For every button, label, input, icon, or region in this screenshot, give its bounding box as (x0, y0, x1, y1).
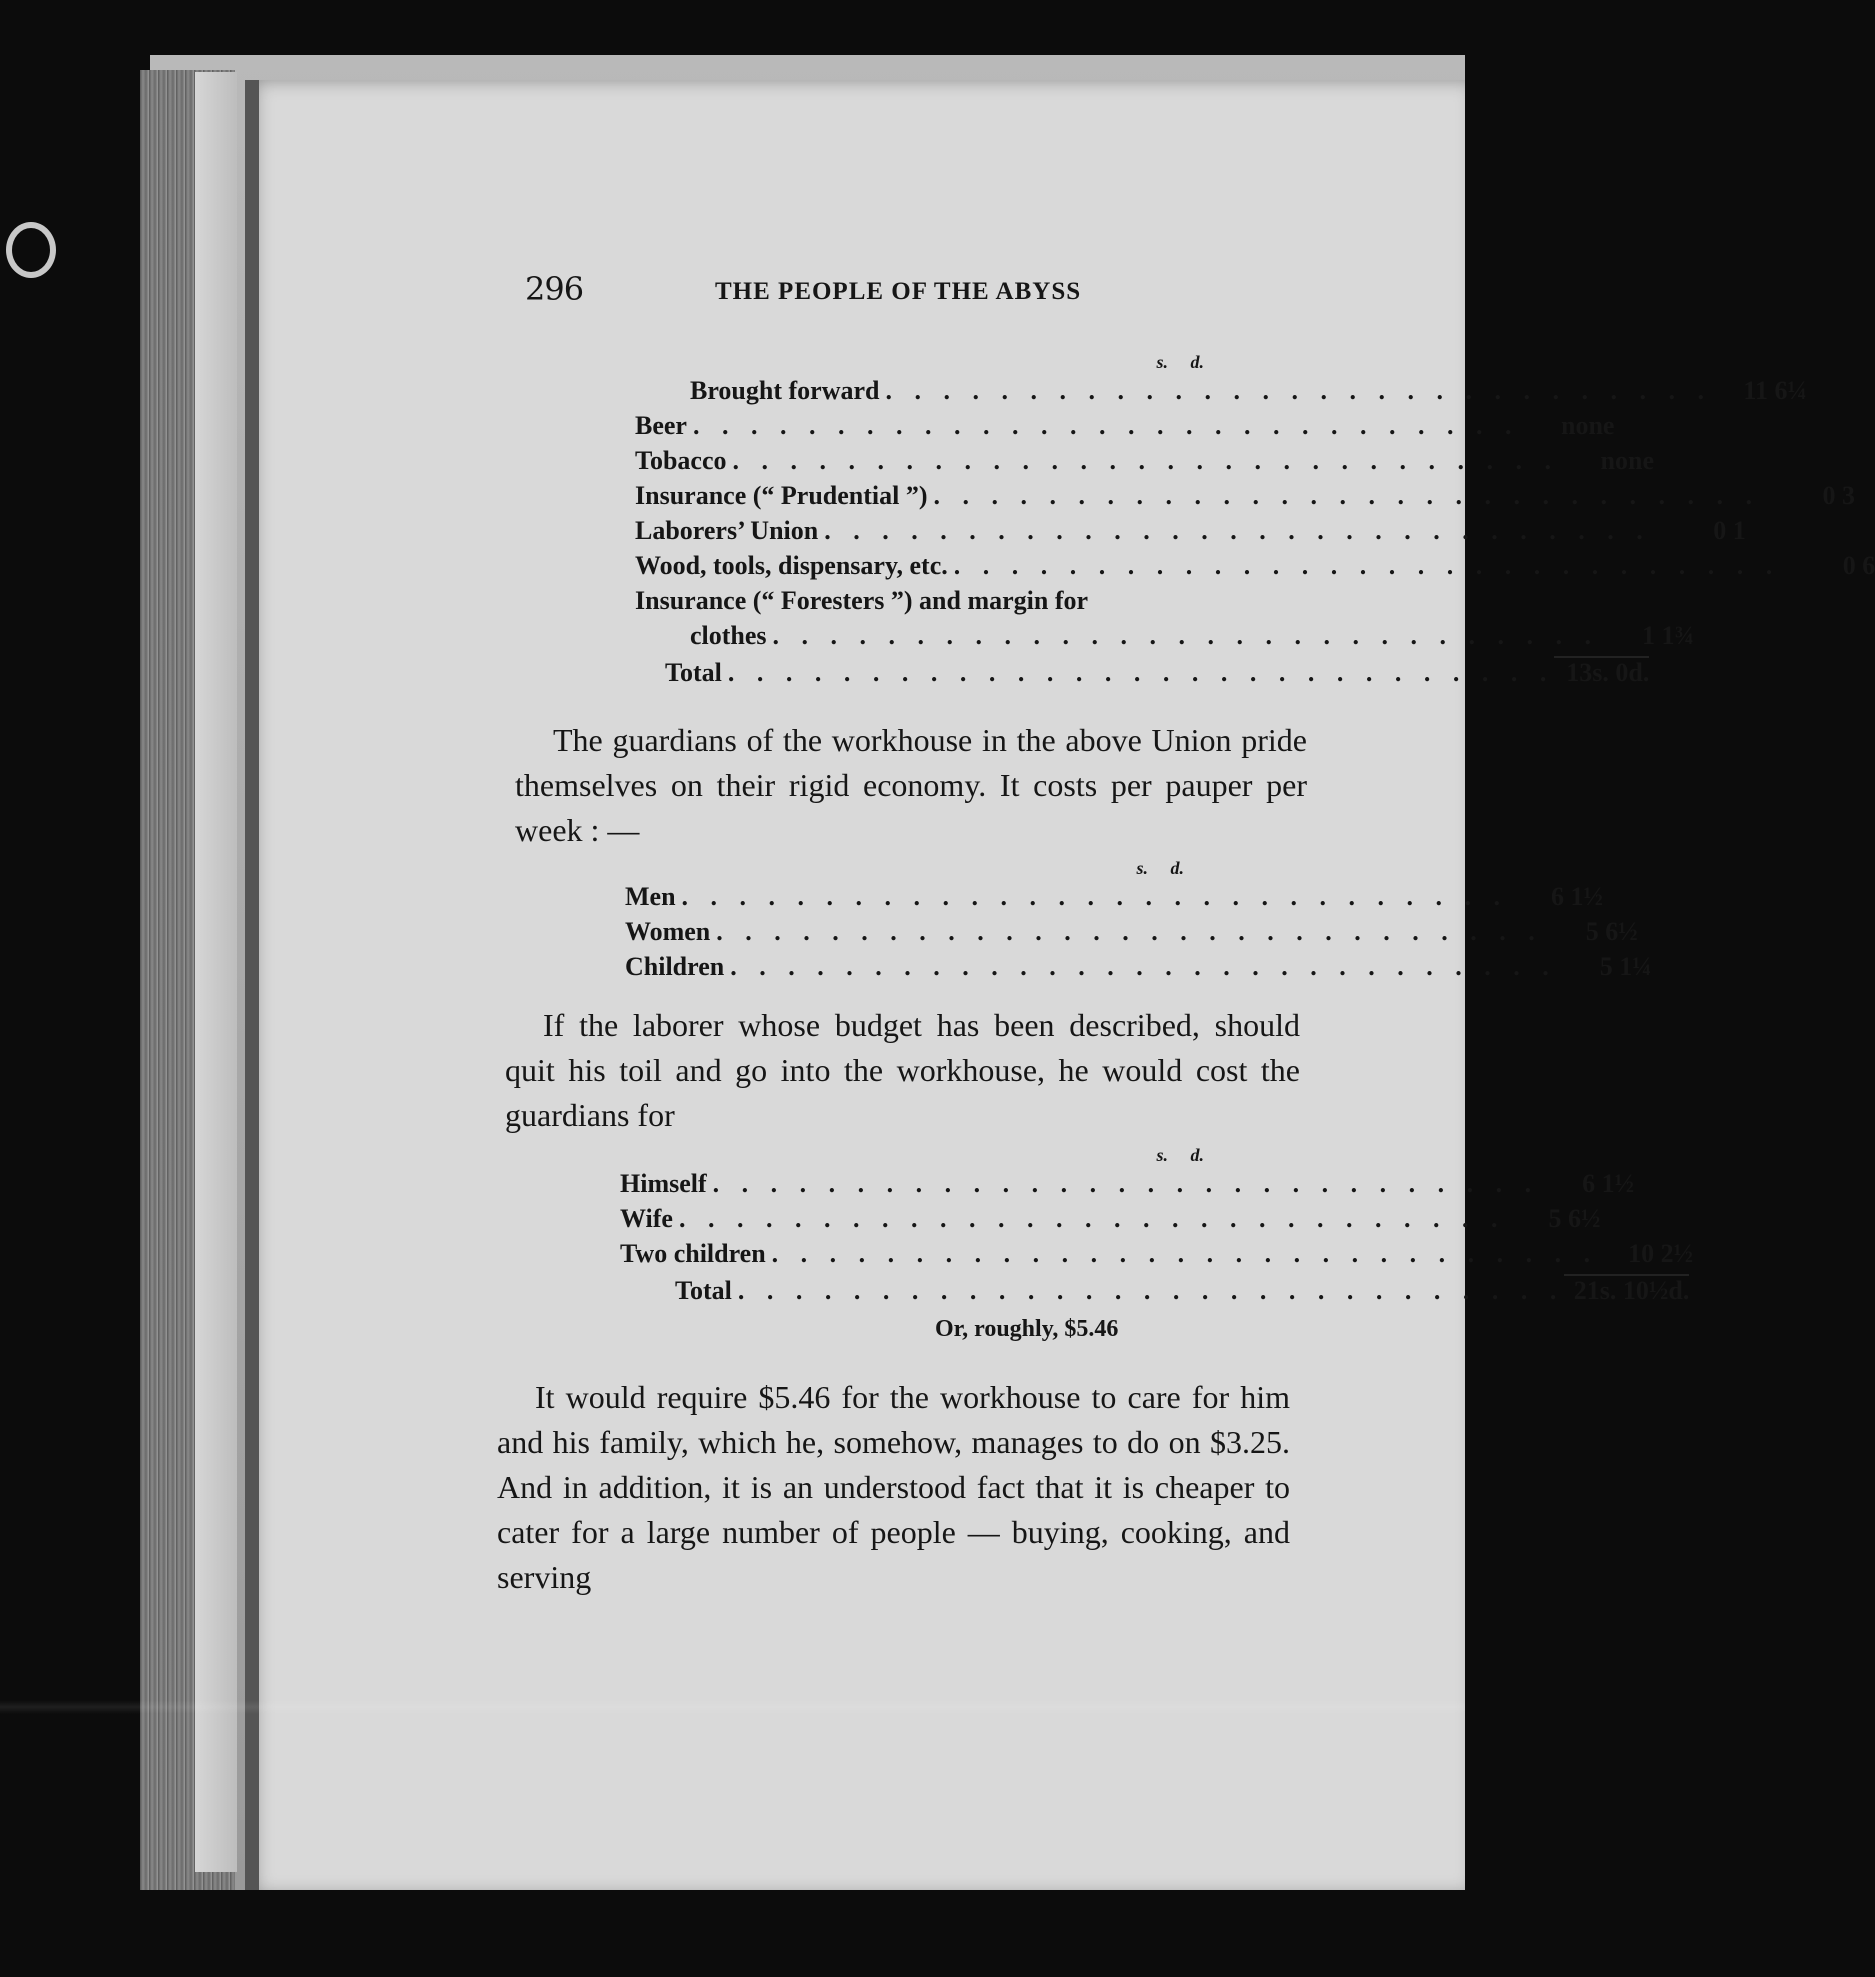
row-amount: 0 1 (1713, 516, 1746, 545)
row-label: Himself (620, 1169, 707, 1198)
row-label: Children (625, 952, 725, 981)
row-label: Total (665, 658, 722, 687)
row-amount: none (1600, 446, 1654, 475)
pauper-cost-table (625, 858, 1652, 987)
dot-leader: . . . . . . . . . . . . . . . . . . . . . . . . . . . . . (737, 1276, 1565, 1305)
row-amount: 5 6½ (1548, 1204, 1601, 1233)
scan-artifact-line (0, 1700, 1465, 1714)
paragraph: The guardians of the workhouse in the above Union pride themselves on their rigid economy. It costs per pauper per week : — (515, 722, 1307, 848)
family-cost-table (620, 1145, 1694, 1309)
row-label: Wood, tools, dispensary, etc. (635, 551, 948, 580)
row-amount: 0 6 (1842, 551, 1875, 580)
row-amount: 6 1½ (1582, 1169, 1635, 1198)
table-row (635, 376, 1807, 411)
film-registration-mark (6, 222, 56, 278)
dot-leader: . . . . . . . . . . . . . . . . . . . . . . . . . . . . . (885, 376, 1712, 405)
row-amount: 5 1¼ (1599, 952, 1652, 981)
table-row (620, 1239, 1694, 1274)
table-row (620, 1274, 1690, 1309)
page-number: 296 (525, 270, 584, 308)
dot-leader: . . . . . . . . . . . . . . . . . . . . . . . . . . . . . (953, 551, 1781, 580)
total-amount: 13s. 0d. (1554, 656, 1649, 688)
dot-leader: . . . . . . . . . . . . . . . . . . . . . . . . . . . . . (716, 917, 1543, 946)
page-edge-light (195, 72, 237, 1872)
dot-leader: . . . . . . . . . . . . . . . . . . . . . . . . . . . . . (681, 882, 1509, 911)
dot-leader: . . . . . . . . . . . . . . . . . . . . . . . . . . . . . (730, 952, 1557, 981)
dot-leader: . . . . . . . . . . . . . . . . . . . . . . . . . . . . . (772, 621, 1600, 650)
budget-table (635, 352, 1875, 691)
row-label: Insurance (“ Foresters ”) and margin for (635, 586, 1089, 615)
table-row (635, 516, 1746, 551)
row-label: Insurance (“ Prudential ”) (635, 481, 928, 510)
table-row (620, 1204, 1601, 1239)
dot-leader: . . . . . . . . . . . . . . . . . . . . . . . . . . . . . (732, 446, 1559, 475)
row-amount: 10 2½ (1628, 1239, 1694, 1268)
row-label: clothes (690, 621, 767, 650)
table-row (625, 882, 1604, 917)
family-units: s. d. (1156, 1145, 1204, 1165)
page-header (525, 270, 1145, 320)
dot-leader: . . . . . . . . . . . . . . . . . . . . . . . . . . . . . (933, 481, 1760, 510)
table-row (635, 551, 1875, 586)
table-row (625, 952, 1652, 987)
paragraph: It would require $5.46 for the workhouse to care for him and his family, which he, somehow, manages to do on $3.25. And in addition, it is an understood fact that it is cheaper to cater for a large number of people — buying, cooking, and serving (497, 1379, 1290, 1595)
row-amount: 6 1½ (1551, 882, 1604, 911)
total-amount: 21s. 10½d. (1564, 1274, 1689, 1306)
dot-leader: . . . . . . . . . . . . . . . . . . . . . . . . . . . . . (678, 1204, 1506, 1233)
row-amount: 0 3 (1822, 481, 1855, 510)
dot-leader: . . . . . . . . . . . . . . . . . . . . . . . . . . . . . (771, 1239, 1599, 1268)
table-row (635, 446, 1654, 481)
conversion-note: Or, roughly, $5.46 (935, 1316, 1119, 1342)
gutter-shadow (245, 80, 259, 1895)
row-label: Two children (620, 1239, 766, 1268)
dot-leader: . . . . . . . . . . . . . . . . . . . . . . . . . . . . . (824, 516, 1651, 545)
table-row (635, 411, 1615, 446)
row-label: Total (675, 1276, 732, 1305)
table-row (625, 917, 1638, 952)
row-label: Women (625, 917, 711, 946)
row-label: Wife (620, 1204, 673, 1233)
table-row (635, 621, 1695, 656)
table-row (635, 656, 1650, 691)
row-amount: 11 6¼ (1743, 376, 1807, 405)
dot-leader: . . . . . . . . . . . . . . . . . . . . . . . . . . . . . (712, 1169, 1540, 1198)
row-label: Brought forward (690, 376, 880, 405)
budget-units: s. d. (1156, 352, 1204, 372)
pauper-units: s. d. (1136, 858, 1184, 878)
table-row (620, 1169, 1635, 1204)
running-title: THE PEOPLE OF THE ABYSS (715, 278, 1082, 305)
scan-bottom-border (0, 1890, 1465, 1977)
row-label: Laborers’ Union (635, 516, 819, 545)
row-label: Men (625, 882, 676, 911)
paragraph: If the laborer whose budget has been described, should quit his toil and go into the workhouse, he would cost the guardians for (505, 1007, 1300, 1133)
table-row (635, 481, 1855, 516)
dot-leader: . . . . . . . . . . . . . . . . . . . . . . . . . . . . . (692, 411, 1520, 440)
table-row (635, 586, 1210, 621)
row-amount: none (1561, 411, 1615, 440)
row-label: Beer (635, 411, 687, 440)
row-label: Tobacco (635, 446, 727, 475)
row-amount: 1 1¾ (1642, 621, 1695, 650)
row-amount: 5 6½ (1585, 917, 1638, 946)
dot-leader: . . . . . . . . . . . . . . . . . . . . . . . . . . . . . (727, 658, 1555, 687)
